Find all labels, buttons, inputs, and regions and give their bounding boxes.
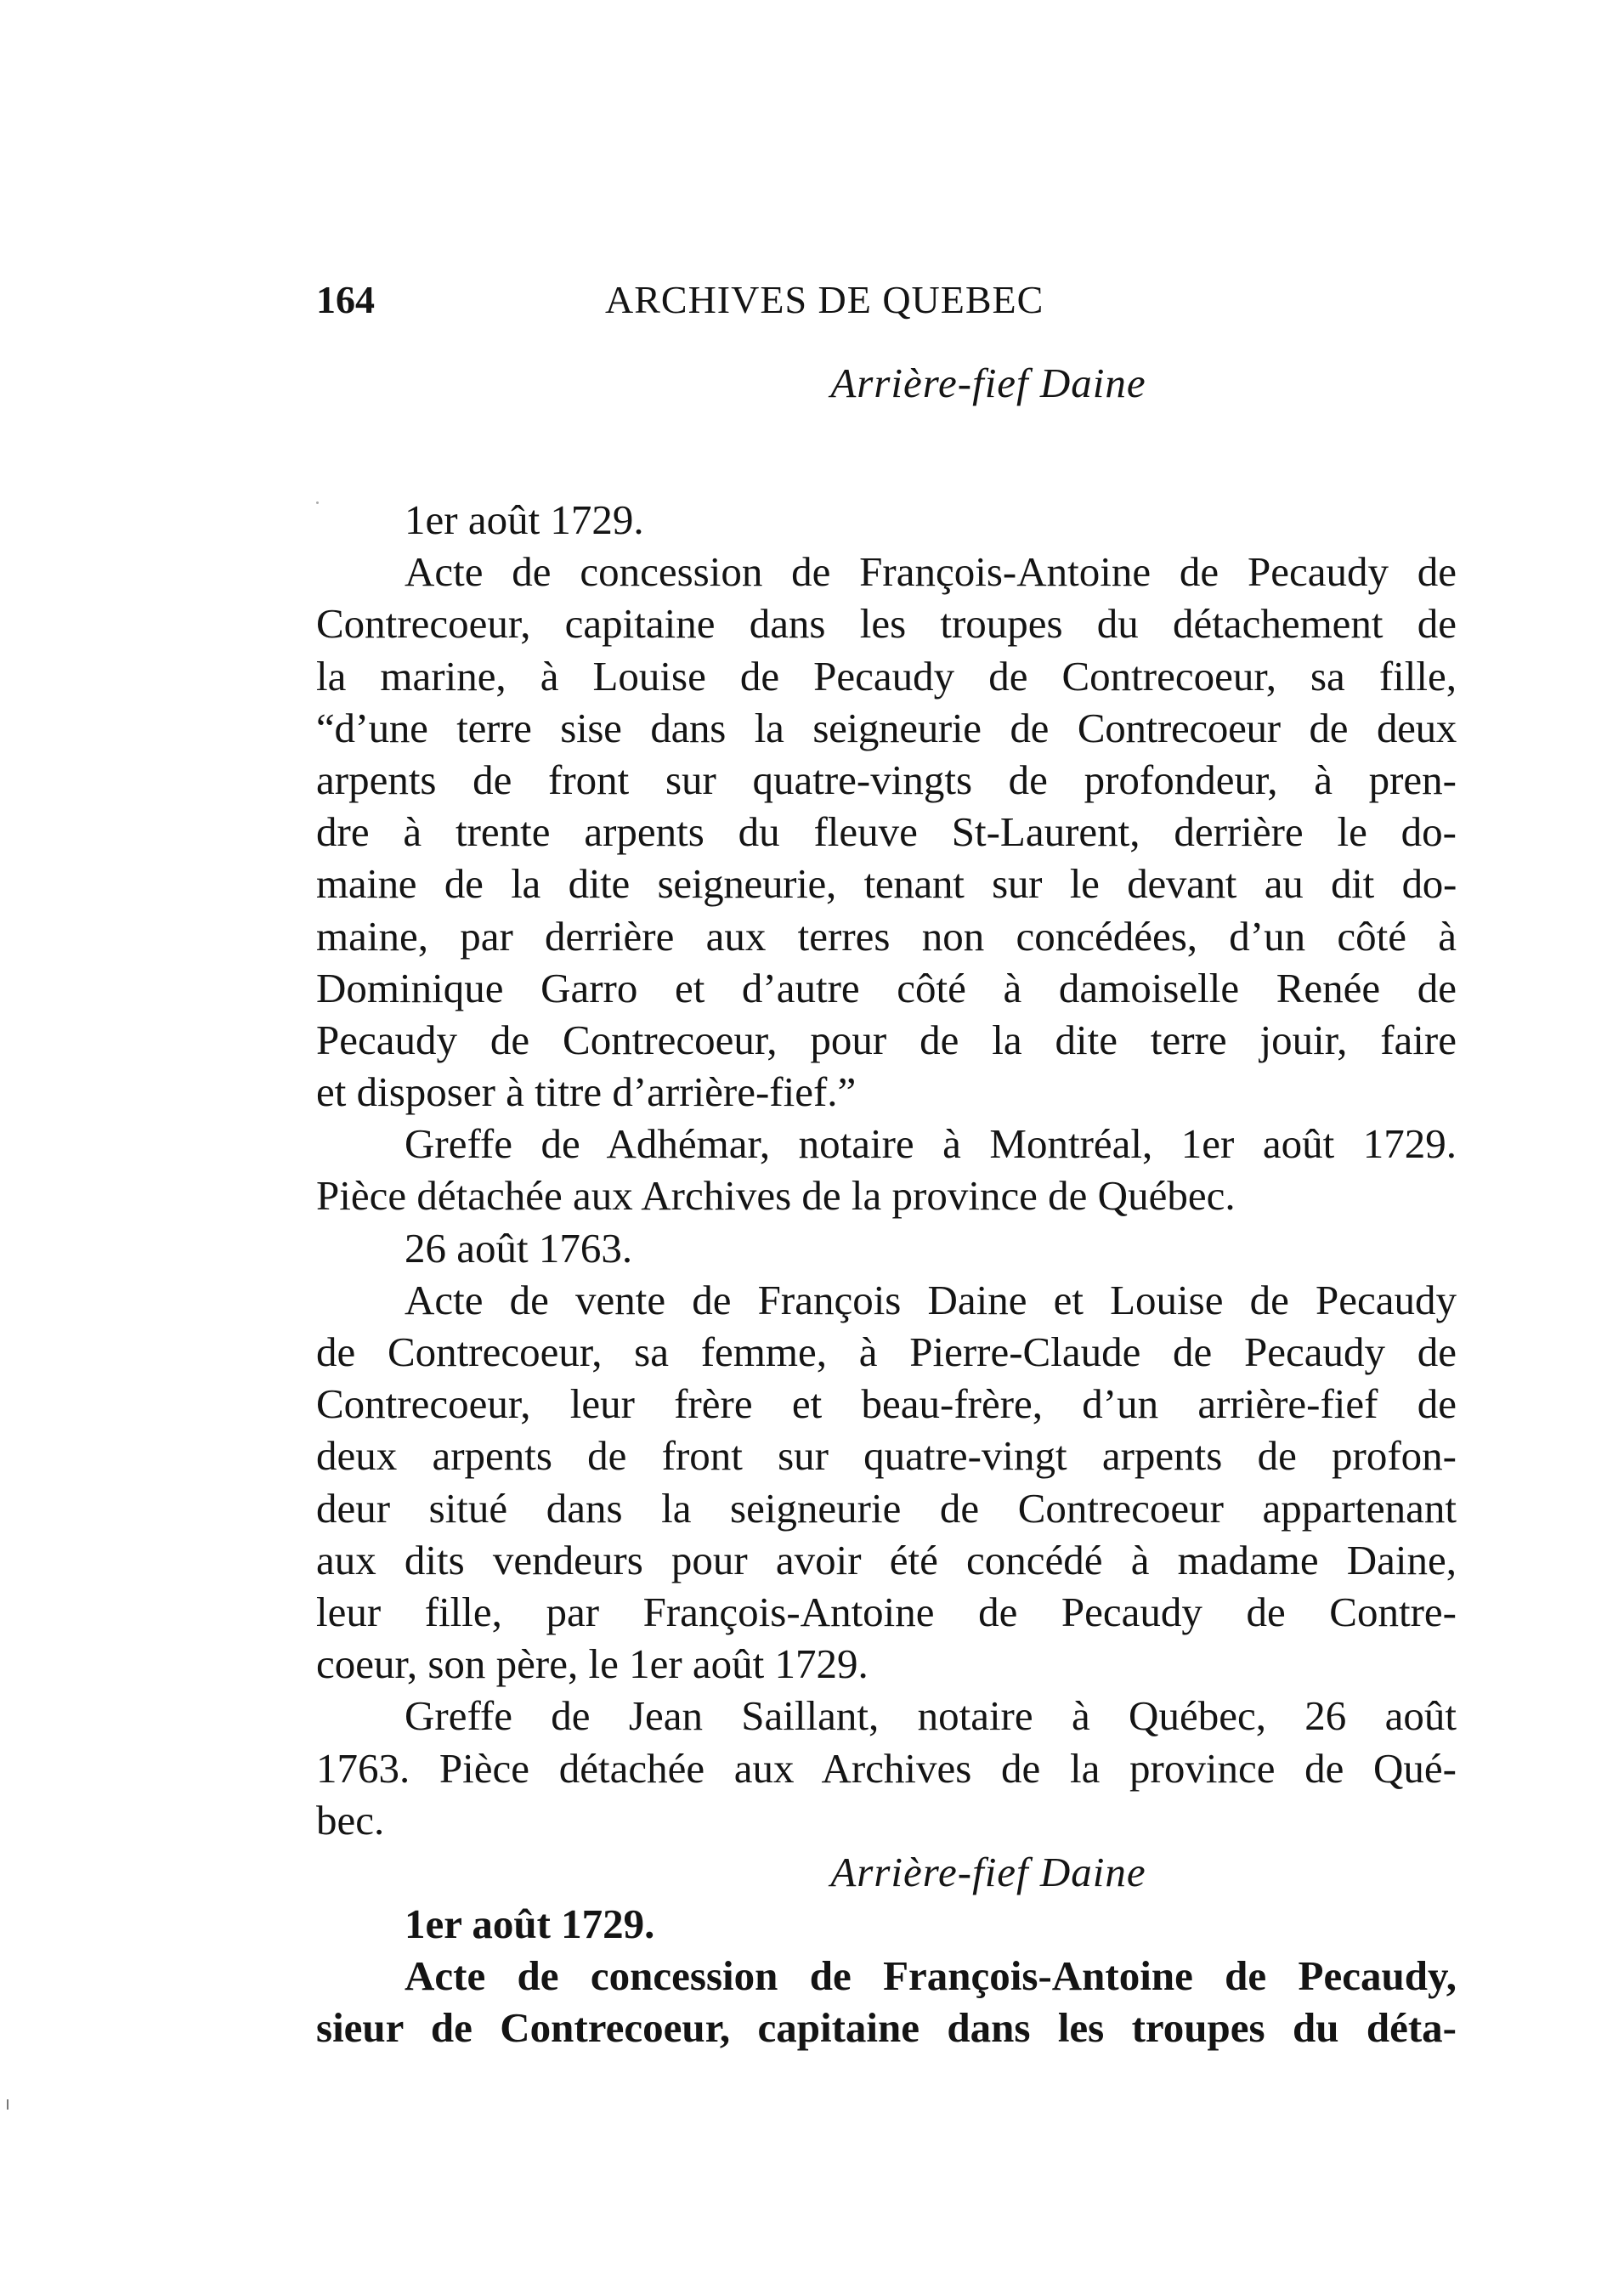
paragraph-line: leur fille, par François-Antoine de Pecaudy de Contre-	[316, 1588, 1457, 1635]
paragraph-line: maine, par derrière aux terres non concédées, d’un côté à	[316, 912, 1457, 960]
section-heading: Arrière-fief Daine	[830, 360, 1146, 406]
paragraph-line: coeur, son père, le 1er août 1729.	[316, 1640, 869, 1688]
scan-edge-mark	[7, 2099, 8, 2110]
paragraph-line: la marine, à Louise de Pecaudy de Contrecoeur, sa fille,	[316, 652, 1457, 700]
paragraph-line: aux dits vendeurs pour avoir été concédé à madame Daine,	[316, 1536, 1457, 1583]
page-number: 164	[316, 278, 375, 321]
paragraph-line: Acte de vente de François Daine et Louise de Pecaudy	[405, 1276, 1457, 1323]
paragraph-line: Contrecoeur, leur frère et beau-frère, d’un arrière-fief de	[316, 1380, 1457, 1428]
reference-line: 1763. Pièce détachée aux Archives de la province de Qué-	[316, 1744, 1457, 1792]
page-header	[316, 270, 1217, 330]
paragraph-line: deur situé dans la seigneurie de Contrecoeur appartenant	[316, 1484, 1457, 1532]
paragraph-line: et disposer à titre d’arrière-fief.”	[316, 1068, 857, 1116]
entry-date: 26 août 1763.	[405, 1224, 633, 1272]
paragraph-line: Acte de concession de François-Antoine de Pecaudy de	[405, 548, 1457, 596]
paragraph-line: de Contrecoeur, sa femme, à Pierre-Claude de Pecaudy de	[316, 1328, 1457, 1375]
reference-line: Pièce détachée aux Archives de la province de Québec.	[316, 1172, 1236, 1220]
reference-line: Greffe de Jean Saillant, notaire à Québec, 26 août	[405, 1692, 1457, 1740]
paragraph-line: arpents de front sur quatre-vingts de profondeur, à pren-	[316, 756, 1457, 803]
paragraph-line: sieur de Contrecoeur, capitaine dans les troupes du déta-	[316, 2004, 1457, 2052]
scan-speck	[316, 501, 319, 504]
paragraph-line: Dominique Garro et d’autre côté à damoiselle Renée de	[316, 964, 1457, 1011]
paragraph-line: deux arpents de front sur quatre-vingt arpents de profon-	[316, 1432, 1457, 1480]
entry-date: 1er août 1729.	[405, 496, 644, 543]
paragraph-line: maine de la dite seigneurie, tenant sur le devant au dit do-	[316, 860, 1457, 908]
body-text	[316, 357, 1457, 2053]
section-heading: Arrière-fief Daine	[830, 1848, 1146, 1895]
paragraph-line: dre à trente arpents du fleuve St-Laurent, derrière le do-	[316, 808, 1457, 856]
running-title: ARCHIVES DE QUEBEC	[605, 278, 1044, 321]
reference-line: bec.	[316, 1796, 385, 1844]
paragraph-line: Acte de concession de François-Antoine de Pecaudy,	[405, 1952, 1457, 2000]
paragraph-line: Pecaudy de Contrecoeur, pour de la dite terre jouir, faire	[316, 1016, 1457, 1063]
reference-line: Greffe de Adhémar, notaire à Montréal, 1er août 1729.	[405, 1120, 1457, 1168]
paragraph-line: “d’une terre sise dans la seigneurie de Contrecoeur de deux	[316, 704, 1457, 751]
paragraph-line: Contrecoeur, capitaine dans les troupes du détachement de	[316, 600, 1457, 648]
entry-date: 1er août 1729.	[405, 1900, 655, 1947]
